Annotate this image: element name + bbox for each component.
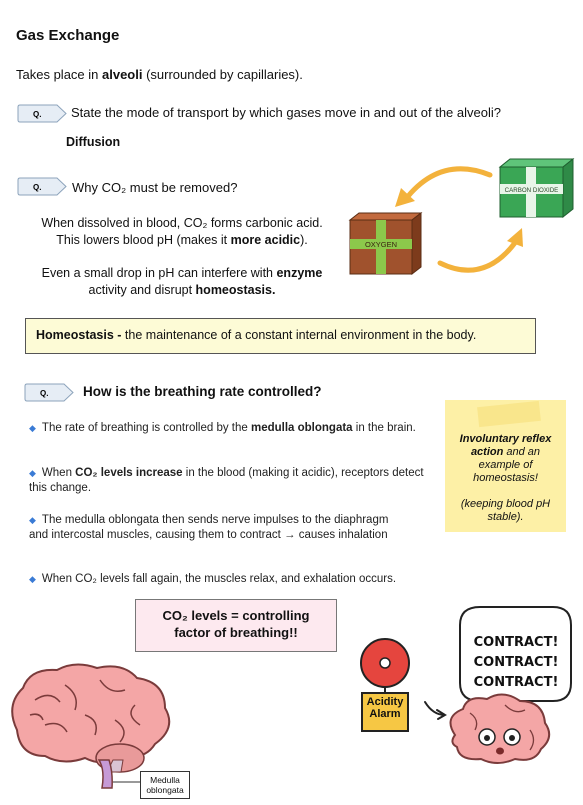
- intro-prefix: Takes place in: [16, 67, 102, 82]
- question-1-text: State the mode of transport by which gases move in and out of the alveoli?: [71, 105, 501, 120]
- question-tag-1: [17, 104, 67, 123]
- medulla-label-line1: Medulla: [150, 775, 180, 785]
- b3-line1: [29, 513, 439, 528]
- medulla-label: [140, 771, 190, 799]
- bullet-icon: ◆: [29, 423, 36, 433]
- medulla-oblongata-shape: [99, 760, 112, 788]
- para2-line1: [24, 265, 340, 282]
- svg-text:Q.: Q.: [33, 110, 42, 119]
- breathing-bullet-3: [29, 513, 439, 543]
- bubble-text: [462, 633, 570, 693]
- b1-bold: medulla oblongata: [250, 422, 353, 434]
- bubble-line1: CONTRACT!: [473, 635, 559, 650]
- page-title: Gas Exchange: [16, 27, 120, 44]
- co2-paragraph-1: [24, 215, 340, 249]
- note-text: and an example of homeostasis!: [473, 446, 541, 484]
- bullet-icon: ◆: [29, 574, 36, 584]
- b3-line2: and intercostal muscles, causing them to contract → causes inhalation: [29, 529, 388, 541]
- homeostasis-definition: [25, 318, 536, 354]
- co2-paragraph-2: [24, 265, 340, 299]
- co2-control-box: [135, 599, 337, 652]
- answer-1: Diffusion: [66, 135, 121, 149]
- intro-suffix: (surrounded by capillaries).: [142, 67, 303, 82]
- para2-line2: [24, 282, 340, 299]
- bottom-arrow: [440, 240, 517, 270]
- question-tag-3: [24, 383, 74, 402]
- gas-exchange-diagram: [345, 155, 580, 290]
- para2-line1-prefix: Even a small drop in pH can interfere with: [41, 266, 277, 280]
- bubble-line3: CONTRACT!: [473, 675, 559, 690]
- para1-line1: When dissolved in blood, CO₂ forms carbonic acid.: [41, 216, 323, 230]
- bubble-line2: CONTRACT!: [473, 655, 559, 670]
- b1-suffix: in the brain.: [352, 422, 416, 434]
- svg-text:Q.: Q.: [33, 183, 42, 192]
- b2-suffix: in the blood (making it acidic), receptors detect this change.: [29, 467, 424, 494]
- top-arrow: [405, 169, 490, 200]
- homeostasis-definition-text: the maintenance of a constant internal environment in the body.: [121, 328, 477, 342]
- co2-box-label: CARBON DIOXIDE: [504, 187, 559, 194]
- left-pupil: [484, 735, 490, 741]
- alarm-label-line2: Alarm: [369, 708, 401, 720]
- breathing-bullet-1: [29, 421, 429, 436]
- breathing-bullet-2: [29, 466, 429, 496]
- co2-box-line1: CO₂ levels = controlling: [162, 608, 310, 623]
- b4-text: When CO₂ levels fall again, the muscles relax, and exhalation occurs.: [41, 573, 397, 585]
- svg-text:Q.: Q.: [40, 389, 49, 398]
- para1-line2-prefix: This lowers blood pH (makes it: [56, 233, 231, 247]
- bullet-icon: ◆: [29, 468, 36, 478]
- question-3-text: How is the breathing rate controlled?: [83, 384, 322, 399]
- right-pupil: [509, 735, 515, 741]
- mouth-icon: [496, 748, 504, 755]
- bullet-icon: ◆: [29, 515, 36, 525]
- b1-prefix: The rate of breathing is controlled by the: [41, 422, 251, 434]
- para2-line2-prefix: activity and disrupt: [88, 283, 196, 297]
- co2-box-line2: factor of breathing!!: [174, 625, 298, 640]
- homeostasis-term: Homeostasis -: [36, 328, 122, 342]
- para2-line2-bold: homeostasis.: [195, 283, 276, 297]
- para1-line2: [24, 232, 340, 249]
- oxygen-box-label: OXYGEN: [364, 240, 398, 249]
- b3-line1-text: The medulla oblongata then sends nerve impulses to the diaphragm: [41, 514, 389, 526]
- note-bold: Involuntary reflex action: [459, 433, 552, 458]
- medulla-label-line2: oblongata: [146, 785, 184, 795]
- alarm-light-center: [380, 658, 390, 668]
- b2-bold: CO₂ levels increase: [75, 467, 183, 479]
- para2-line1-bold: enzyme: [276, 266, 323, 280]
- para1-line2-suffix: ).: [300, 233, 308, 247]
- question-tag-2: [17, 177, 67, 196]
- alarm-label-line1: Acidity: [366, 696, 404, 708]
- note-extra: (keeping blood pH stable).: [460, 498, 551, 523]
- oxygen-box: [350, 213, 421, 274]
- intro-bold: alveoli: [102, 67, 143, 82]
- para1-line2-bold: more acidic: [230, 233, 301, 247]
- carbon-dioxide-box: [500, 159, 573, 217]
- question-2-text: Why CO₂ must be removed?: [72, 180, 238, 195]
- intro-text: [16, 67, 303, 82]
- b2-prefix: When: [41, 467, 76, 479]
- arrow-icon: [425, 702, 445, 719]
- alarm-label: [362, 696, 408, 720]
- breathing-bullet-4: [29, 572, 449, 587]
